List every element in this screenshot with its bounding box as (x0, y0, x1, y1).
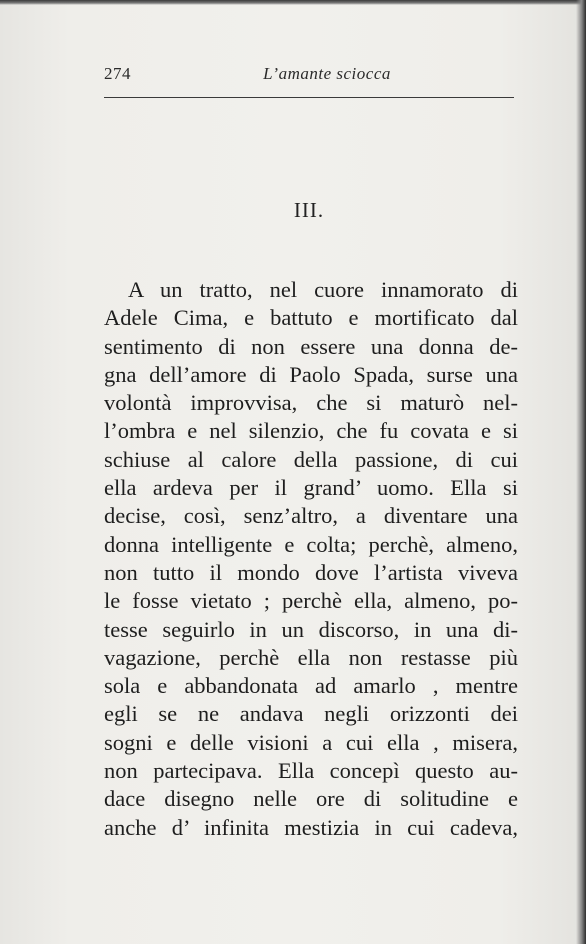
text-line: schiuse al calore della passione, di cui (104, 446, 518, 472)
text-line: non tutto il mondo dove l’artista viveva (104, 559, 518, 585)
running-header (104, 64, 514, 88)
running-title: L’amante sciocca (263, 64, 391, 83)
text-line: decise, così, senz’altro, a diventare una (104, 503, 518, 529)
text-line: sola e abbandonata ad amarlo , mentre (104, 673, 518, 699)
text-line: sogni e delle visioni a cui ella , misera, (104, 729, 518, 755)
text-line: le fosse vietato ; perchè ella, almeno, po- (104, 588, 518, 614)
page-top-edge (0, 0, 586, 5)
page-number: 274 (104, 64, 131, 83)
text-line: non partecipava. Ella concepì questo au- (104, 758, 518, 784)
text-line: tesse seguirlo in un discorso, in una di- (104, 616, 518, 642)
text-line: gna dell’amore di Paolo Spada, surse una (104, 361, 518, 387)
body-text (104, 276, 518, 842)
text-line: A un tratto, nel cuore innamorato di (128, 277, 518, 302)
text-line: ella ardeva per il grand’ uomo. Ella si (104, 475, 518, 501)
page-binding-edge (576, 0, 586, 944)
text-line: dace disegno nelle ore di solitudine e (104, 786, 518, 812)
text-line: l’ombra e nel silenzio, che fu covata e si (104, 418, 518, 444)
text-line: vagazione, perchè ella non restasse più (104, 644, 518, 670)
text-line: sentimento di non essere una donna de- (104, 333, 518, 359)
text-line: volontà improvvisa, che si maturò nel- (104, 390, 518, 416)
header-rule (104, 97, 514, 98)
text-line: Adele Cima, e battuto e mortificato dal (104, 305, 518, 331)
text-line: egli se ne andava negli orizzonti dei (104, 701, 518, 727)
text-line: anche d’ infinita mestizia in cui cadeva, (104, 814, 518, 840)
chapter-heading: III. (293, 198, 325, 222)
text-line: donna intelligente e colta; perchè, almeno, (104, 531, 518, 557)
